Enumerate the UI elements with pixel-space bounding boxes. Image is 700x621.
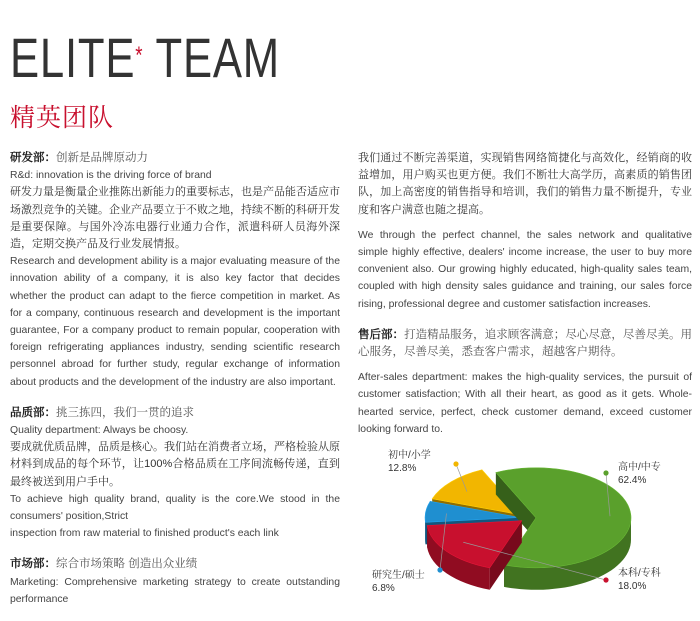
pie-label-value-3: 12.8% xyxy=(388,463,417,474)
aftersales-section xyxy=(358,327,692,438)
right-column xyxy=(358,150,692,438)
pie-slices xyxy=(425,468,631,590)
channel-body-en: We through the perfect channel, the sales network and qualitative simple highly effective, dealers' income increase, the user to buy more convenient also. Our growing highly educated, high-quality sales team, coupled with high density sales guidance and training, our sales force rising, professional degree and customer satisfaction increases. xyxy=(358,229,692,310)
pie-label-dot-3 xyxy=(453,461,458,466)
quality-section xyxy=(10,405,340,543)
title-star: * xyxy=(135,42,144,69)
quality-heading: 品质部：挑三拣四，我们一贯的追求 xyxy=(10,406,194,419)
quality-body-cn: 要成就优质品牌，品质是核心。我们站在消费者立场，严格检验从原材料到成品的每个环节，让100%合格品质在工序间流畅传递，直到最终被送到用户手中。 xyxy=(10,441,340,488)
pie-label-category-2: 研究生/硕士 xyxy=(372,570,425,581)
pie-label-dot-2 xyxy=(437,567,442,572)
page-subtitle-cn: 精英团队 xyxy=(10,103,115,132)
rd-body-en: Research and development ability is a major evaluating measure of the innovation ability of a company, it is also key factor that decides whether the product can adapt to the fierce competition in market. As for a company, continuous research and development is the important guarantee, For a company product to remain popular, cooperation with foreign refrigerating appliances industry, sending scientific research personnel abroad for further study, regular exchange of information about products and the development of the industry are also important. xyxy=(10,256,340,388)
marketing-body-en: Marketing: Comprehensive marketing strategy to create outstanding performance xyxy=(10,576,340,605)
education-pie-chart xyxy=(360,440,695,615)
pie-label-category-1: 本科/专科 xyxy=(618,568,661,579)
aftersales-body-en: After-sales department: makes the high-quality services, the pursuit of customer satisfaction; With all their heart, as good as it gets. Whole-hearted service, perfect, check customer demand, exceed customer looking forward to. xyxy=(358,372,692,435)
pie-label-value-0: 62.4% xyxy=(618,475,647,486)
left-column xyxy=(10,150,340,608)
pie-label-value-1: 18.0% xyxy=(618,581,647,592)
marketing-heading: 市场部：综合市场策略 创造出众业绩 xyxy=(10,558,198,571)
quality-body-en-1: To achieve high quality brand, quality is the core.We stood in the consumers' position,Strict xyxy=(10,493,340,523)
channel-body-cn: 我们通过不断完善渠道，实现销售网络简捷化与高效化，经销商的收益增加，用户购买也更方便。我们不断壮大高学历，高素质的销售团队，加上高密度的销售指导和培训，我们的销售力量不断提升，专业度和客户满意也随之提高。 xyxy=(358,152,692,216)
aftersales-heading: 售后部：打造精品服务，追求顾客满意；尽心尽意，尽善尽美。用心服务，尽善尽美，悉查客户需求，超越客户期待。 xyxy=(358,328,693,359)
rd-tagline: R&d: innovation is the driving force of brand xyxy=(10,170,212,182)
pie-label-dot-0 xyxy=(603,470,608,475)
rd-body-cn: 研发力量是衡量企业推陈出新能力的重要标志，也是产品能否适应市场激烈竞争的关键。企业产品要立于不败之地，持续不断的科研开发是重要保障。与国外冷冻电器行业通力合作，派遣科研人员海外深造，定期交换产品及行业发展情报。 xyxy=(10,186,340,251)
pie-label-category-3: 初中/小学 xyxy=(388,450,431,461)
quality-body-en-2: inspection from raw material to finished product's each link xyxy=(10,528,279,540)
pie-label-value-2: 6.8% xyxy=(372,583,395,594)
pie-label-dot-1 xyxy=(603,577,608,582)
rd-section xyxy=(10,150,340,391)
quality-tagline: Quality department: Always be choosy. xyxy=(10,425,189,437)
marketing-section xyxy=(10,556,340,608)
page-title: ELITE* TEAM xyxy=(10,26,280,89)
rd-heading: 研发部：创新是品牌原动力 xyxy=(10,152,148,164)
pie-label-category-0: 高中/中专 xyxy=(618,462,661,473)
